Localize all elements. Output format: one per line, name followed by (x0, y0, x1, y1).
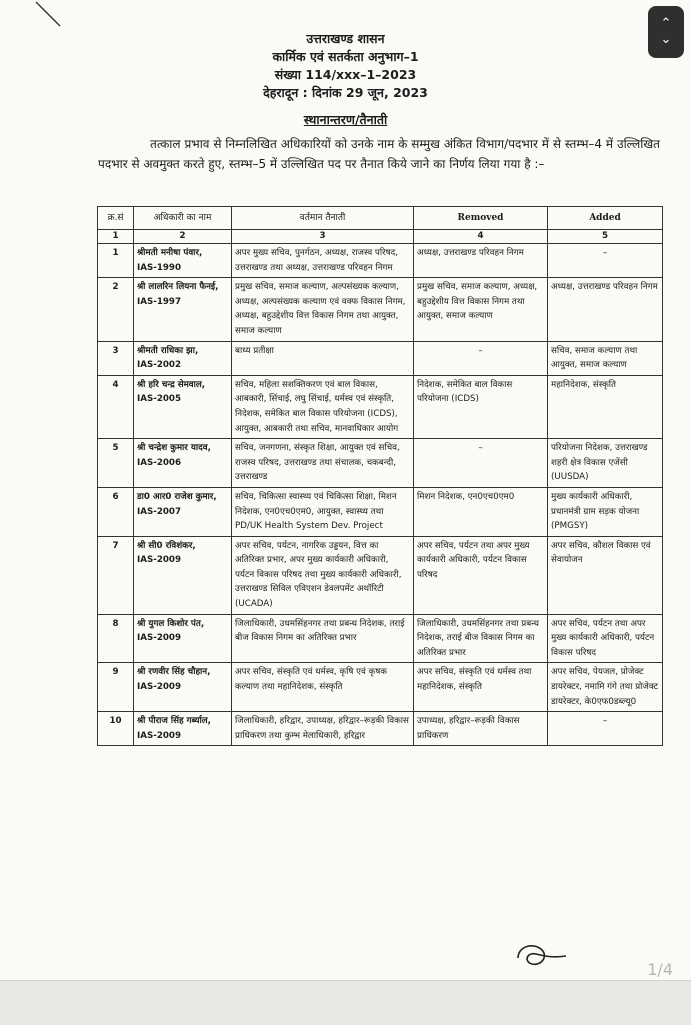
current-posting: अपर मुख्य सचिव, पुनर्गठन, अध्यक्ष, राजस्व परिषद, उत्तराखण्ड तथा अध्यक्ष, उत्तराखण्ड परिवहन निगम (232, 244, 414, 278)
officer-service: IAS-2009 (137, 633, 181, 644)
header-added: Added (548, 207, 663, 230)
row-sno: 7 (98, 536, 134, 614)
posting-table (97, 206, 663, 746)
column-number-row (98, 230, 663, 244)
officer-service: IAS-2007 (137, 506, 181, 517)
current-posting: सचिव, महिला सशक्तिकरण एवं बाल विकास, आबकारी, सिंचाई, लघु सिंचाई, धर्मस्व एवं संस्कृति, निदेशक, समेकित बाल विकास परियोजना (ICDS), आयुक्त, आबकारी तथा सचिव, मानवाधिकार आयोग (232, 375, 414, 438)
current-posting: जिलाधिकारी, हरिद्वार, उपाध्यक्ष, हरिद्वार–रूड़की विकास प्राधिकरण तथा कुम्भ मेलाधिकारी, हरिद्वार (232, 712, 414, 746)
chevron-up-icon[interactable]: ⌃ (660, 16, 672, 31)
current-posting: बाध्य प्रतीक्षा (232, 341, 414, 375)
department-name: कार्मिक एवं सतर्कता अनुभाग–1 (272, 49, 419, 64)
officer-name: श्री युगल किशोर पंत, (137, 618, 205, 629)
officer-name: श्री पीराज सिंह गर्ब्याल, (137, 716, 211, 727)
current-posting: सचिव, चिकित्सा स्वास्थ्य एवं चिकित्सा शिक्षा, मिशन निदेशक, एन0एच0एम0, आयुक्त, स्वास्थ्य तथा PD/UK Health System Dev. Project (232, 487, 414, 536)
officer-cell (134, 278, 232, 341)
row-sno: 5 (98, 439, 134, 488)
removed-posting: प्रमुख सचिव, समाज कल्याण, अध्यक्ष, बहुउद्देशीय वित्त विकास निगम तथा आयुक्त, समाज कल्याण (414, 278, 548, 341)
table-row (98, 536, 663, 614)
officer-cell (134, 487, 232, 536)
table-row (98, 244, 663, 278)
header-current-posting: वर्तमान तैनाती (232, 207, 414, 230)
removed-posting: मिशन निदेशक, एन0एच0एम0 (414, 487, 548, 536)
officer-cell (134, 663, 232, 712)
officer-service: IAS-2002 (137, 360, 181, 371)
officer-name: श्री हरि चन्द्र सेमवाल, (137, 379, 206, 390)
signature (512, 938, 572, 972)
officer-service: IAS-2005 (137, 394, 181, 405)
officer-name: श्री चन्द्रेश कुमार यादव, (137, 443, 211, 454)
table-row (98, 712, 663, 746)
officer-name: डा0 आर0 राजेश कुमार, (137, 491, 217, 502)
officer-service: IAS-2006 (137, 457, 181, 468)
added-posting: अपर सचिव, कौशल विकास एवं सेवायोजन (548, 536, 663, 614)
added-posting: – (548, 244, 663, 278)
officer-name: श्रीमती मनीषा पंवार, (137, 248, 203, 258)
officer-cell (134, 439, 232, 488)
row-sno: 4 (98, 375, 134, 438)
row-sno: 10 (98, 712, 134, 746)
removed-posting: – (414, 439, 548, 488)
column-number: 5 (548, 230, 663, 244)
removed-posting: अपर सचिव, पर्यटन तथा अपर मुख्य कार्यकारी अधिकारी, पर्यटन विकास परिषद (414, 536, 548, 614)
table-row (98, 439, 663, 488)
table-row (98, 375, 663, 438)
officer-cell (134, 614, 232, 663)
page-indicator: 1/4 (647, 960, 673, 979)
officer-service: IAS-2009 (137, 555, 181, 566)
column-number: 4 (414, 230, 548, 244)
row-sno: 6 (98, 487, 134, 536)
removed-posting: अपर सचिव, संस्कृति एवं धर्मस्व तथा महानिदेशक, संस्कृति (414, 663, 548, 712)
column-number: 1 (98, 230, 134, 244)
current-posting: प्रमुख सचिव, समाज कल्याण, अल्पसंख्यक कल्याण, अध्यक्ष, अल्पसंख्यक कल्याण एवं वक्फ विकास निगम, अध्यक्ष, बहुउद्देशीय वित्त विकास निगम तथा आयुक्त, समाज कल्याण (232, 278, 414, 341)
officer-cell (134, 244, 232, 278)
row-sno: 8 (98, 614, 134, 663)
table-row (98, 663, 663, 712)
title-wrapper (0, 109, 691, 128)
added-posting: सचिव, समाज कल्याण तथा आयुक्त, समाज कल्याण (548, 341, 663, 375)
officer-name: श्री रणवीर सिंह चौहान, (137, 667, 211, 678)
officer-service: IAS-1997 (137, 296, 181, 307)
header-sno: क्र.सं (98, 207, 134, 230)
current-posting: जिलाधिकारी, उधमसिंहनगर तथा प्रबन्ध निदेशक, तराई बीज विकास निगम का अतिरिक्त प्रभार (232, 614, 414, 663)
added-posting: अपर सचिव, पेयजल, प्रोजेक्ट डायरेक्टर, नमामि गंगे तथा प्रोजेक्ट डायरेक्टर, के0एफ0डब्ल्यू0 (548, 663, 663, 712)
added-posting: – (548, 712, 663, 746)
row-sno: 9 (98, 663, 134, 712)
officer-service: IAS-1990 (137, 262, 181, 273)
viewer-bottom-bar (0, 980, 691, 1025)
added-posting: मुख्य कार्यकारी अधिकारी, प्रधानमंत्री ग्राम सड़क योजना (PMGSY) (548, 487, 663, 536)
officer-cell (134, 536, 232, 614)
added-posting: परियोजना निदेशक, उत्तराखण्ड शहरी क्षेत्र विकास एजेंसी (UUSDA) (548, 439, 663, 488)
document-header (0, 30, 691, 102)
table-row (98, 487, 663, 536)
current-posting: अपर सचिव, पर्यटन, नागरिक उड्डयन, वित्त का अतिरिक्त प्रभार, अपर मुख्य कार्यकारी अधिकारी, पर्यटन विकास परिषद तथा मुख्य कार्यकारी अधिकारी, उत्तराखण्ड सिविल एविएशन डेवलपमेंट अथॉरिटी (UCADA) (232, 536, 414, 614)
table-header-row (98, 207, 663, 230)
officer-cell (134, 375, 232, 438)
officer-name: श्री सी0 रविशंकर, (137, 540, 196, 551)
officer-name: श्री लालरिन लियना फैनई, (137, 282, 219, 293)
officer-name: श्रीमती राधिका झा, (137, 345, 199, 356)
officer-cell (134, 341, 232, 375)
officer-service: IAS-2009 (137, 682, 181, 693)
pen-mark (34, 0, 64, 30)
order-date: देहरादून : दिनांक 29 जून, 2023 (263, 85, 428, 100)
order-number: संख्या 114/xxx–1–2023 (274, 67, 417, 82)
removed-posting: – (414, 341, 548, 375)
government-name: उत्तराखण्ड शासन (306, 31, 385, 46)
column-number: 2 (134, 230, 232, 244)
officer-service: IAS-2009 (137, 730, 181, 741)
header-officer-name: अधिकारी का नाम (134, 207, 232, 230)
chevron-down-icon[interactable]: ⌄ (660, 32, 672, 47)
page-scroll-control[interactable] (648, 6, 684, 58)
removed-posting: उपाध्यक्ष, हरिद्वार–रूड़की विकास प्राधिकरण (414, 712, 548, 746)
added-posting: अपर सचिव, पर्यटन तथा अपर मुख्य कार्यकारी अधिकारी, पर्यटन विकास परिषद (548, 614, 663, 663)
officer-cell (134, 712, 232, 746)
table-row (98, 341, 663, 375)
header-removed: Removed (414, 207, 548, 230)
row-sno: 2 (98, 278, 134, 341)
table-row (98, 278, 663, 341)
row-sno: 1 (98, 244, 134, 278)
removed-posting: अध्यक्ष, उत्तराखण्ड परिवहन निगम (414, 244, 548, 278)
current-posting: अपर सचिव, संस्कृति एवं धर्मस्व, कृषि एवं कृषक कल्याण तथा महानिदेशक, संस्कृति (232, 663, 414, 712)
column-number: 3 (232, 230, 414, 244)
intro-paragraph: तत्काल प्रभाव से निम्नलिखित अधिकारियों को उनके नाम के सम्मुख अंकित विभाग/पदभार में से स्तम्भ–4 में उल्लिखित पदभार से अवमुक्त करते हुए, स्तम्भ–5 में उल्लिखित पद पर तैनात किये जाने का निर्णय लिया गया है :– (98, 137, 660, 171)
added-posting: अध्यक्ष, उत्तराखण्ड परिवहन निगम (548, 278, 663, 341)
removed-posting: निदेशक, समेकित बाल विकास परियोजना (ICDS) (414, 375, 548, 438)
row-sno: 3 (98, 341, 134, 375)
table-row (98, 614, 663, 663)
added-posting: महानिदेशक, संस्कृति (548, 375, 663, 438)
current-posting: सचिव, जनगणना, संस्कृत शिक्षा, आयुक्त एवं सचिव, राजस्व परिषद, उत्तराखण्ड तथा संचालक, चकबन्दी, उत्तराखण्ड (232, 439, 414, 488)
removed-posting: जिलाधिकारी, उधमसिंहनगर तथा प्रबन्ध निदेशक, तराई बीज विकास निगम का अतिरिक्त प्रभार (414, 614, 548, 663)
document-title: स्थानान्तरण/तैनाती (303, 112, 388, 127)
